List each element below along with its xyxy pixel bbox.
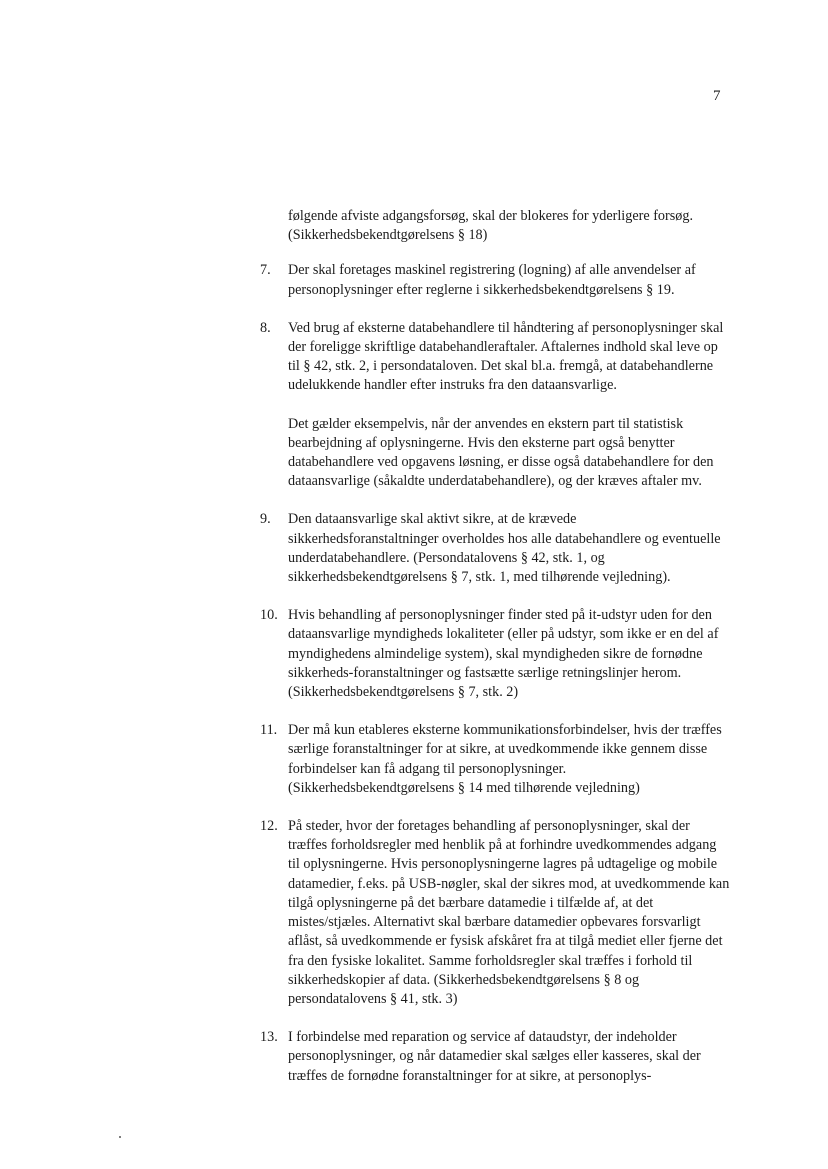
list-item-text: Hvis behandling af personoplysninger finder sted på it-udstyr uden for den dataansvarlige myndigheds lokaliteter (eller på udstyr, som ikke er en del af myndighedens almindelige system), skal myndigheden sikre de fornødne sikkerheds-foranstaltninger og fastsætte særlige retningslinjer herom. (Sikkerhedsbekendtgørelsens § 7, stk. 2) [288,607,719,701]
list-item-10 [260,606,730,702]
list-item-text: Der skal foretages maskinel registrering (logning) af alle anvendelser af personoplysninger efter reglerne i sikkerhedsbekendtgørelsens § 19. [288,262,696,298]
list-item-11 [260,721,730,798]
list-item-13 [260,1028,730,1086]
list-item-text: I forbindelse med reparation og service af dataudstyr, der indeholder personoplysninger, og når datamedier skal sælges eller kasseres, skal der træffes de fornødne foranstaltninger for at sikre, at personoplys- [288,1029,701,1084]
list-item-number: 11. [260,722,278,739]
page-number: 7 [713,88,721,104]
list-item-number: 7. [260,262,271,279]
list-item-text: Den dataansvarlige skal aktivt sikre, at de krævede sikkerhedsforanstaltninger overholdes hos alle databehandlere og eventuelle underdatabehandlere. (Persondatalovens § 42, stk. 1, og sikkerhedsbekendtgørelsens § 7, stk. 1, med tilhørende vejledning). [288,511,721,586]
list-item-number: 8. [260,319,271,336]
list-item-8 [260,319,730,492]
list-item-number: 10. [260,607,278,624]
list-item-7 [260,261,730,299]
list-item-12 [260,817,730,1009]
list-item-subparagraph: Det gælder eksempelvis, når der anvendes en ekstern part til statistisk bearbejdning af oplysningerne. Hvis den eksterne part også benytter databehandlere ved opgavens løsning, er disse også databehandlere for den dataansvarlige (såkaldte underdatabehandlere), og der kræves aftaler mv. [288,415,714,490]
list-item-number: 12. [260,818,278,835]
list-item-text: På steder, hvor der foretages behandling af personoplysninger, skal der træffes forholdsregler med henblik på at forhindre uvedkommendes adgang til oplysningerne. Hvis personoplysningerne lagres på udtagelige og mobile datamedier, f.eks. på USB-nøgler, skal der sikres mod, at uvedkommende kan tilgå oplysningerne på det bærbare datamedie i tilfælde af, at det mistes/stjæles. Alternativt skal bærbare datamedier opbevares forsvarligt aflåst, så uvedkommende er fysisk afskåret fra at tilgå mediet eller fjerne det fra den fysiske lokalitet. Samme forholdsregler skal træffes i forhold til sikkerhedskopier af data. (Sikkerhedsbekendtgørelsens § 8 og persondatalovens § 41, stk. 3) [288,818,730,1007]
document-body [260,207,730,1105]
list-item-9 [260,510,730,587]
list-item-number: 13. [260,1029,278,1046]
scan-speck [119,1136,121,1138]
continued-paragraph: følgende afviste adgangsforsøg, skal der blokeres for yderligere forsøg. (Sikkerhedsbekendtgørelsens § 18) [288,208,693,244]
list-item-text: Der må kun etableres eksterne kommunikationsforbindelser, hvis der træffes særlige foranstaltninger for at sikre, at uvedkommende ikke gennem disse forbindelser kan få adgang til personoplysninger. (Sikkerhedsbekendtgørelsens § 14 med tilhørende vejledning) [288,722,722,796]
list-item-text: Ved brug af eksterne databehandlere til håndtering af personoplysninger skal der foreligge skriftlige databehandleraftaler. Aftalernes indhold skal leve op til § 42, stk. 2, i persondataloven. Det skal bl.a. fremgå, at databehandlerne udelukkende handler efter instruks fra den dataansvarlige. [288,319,724,394]
list-item-number: 9. [260,511,271,528]
